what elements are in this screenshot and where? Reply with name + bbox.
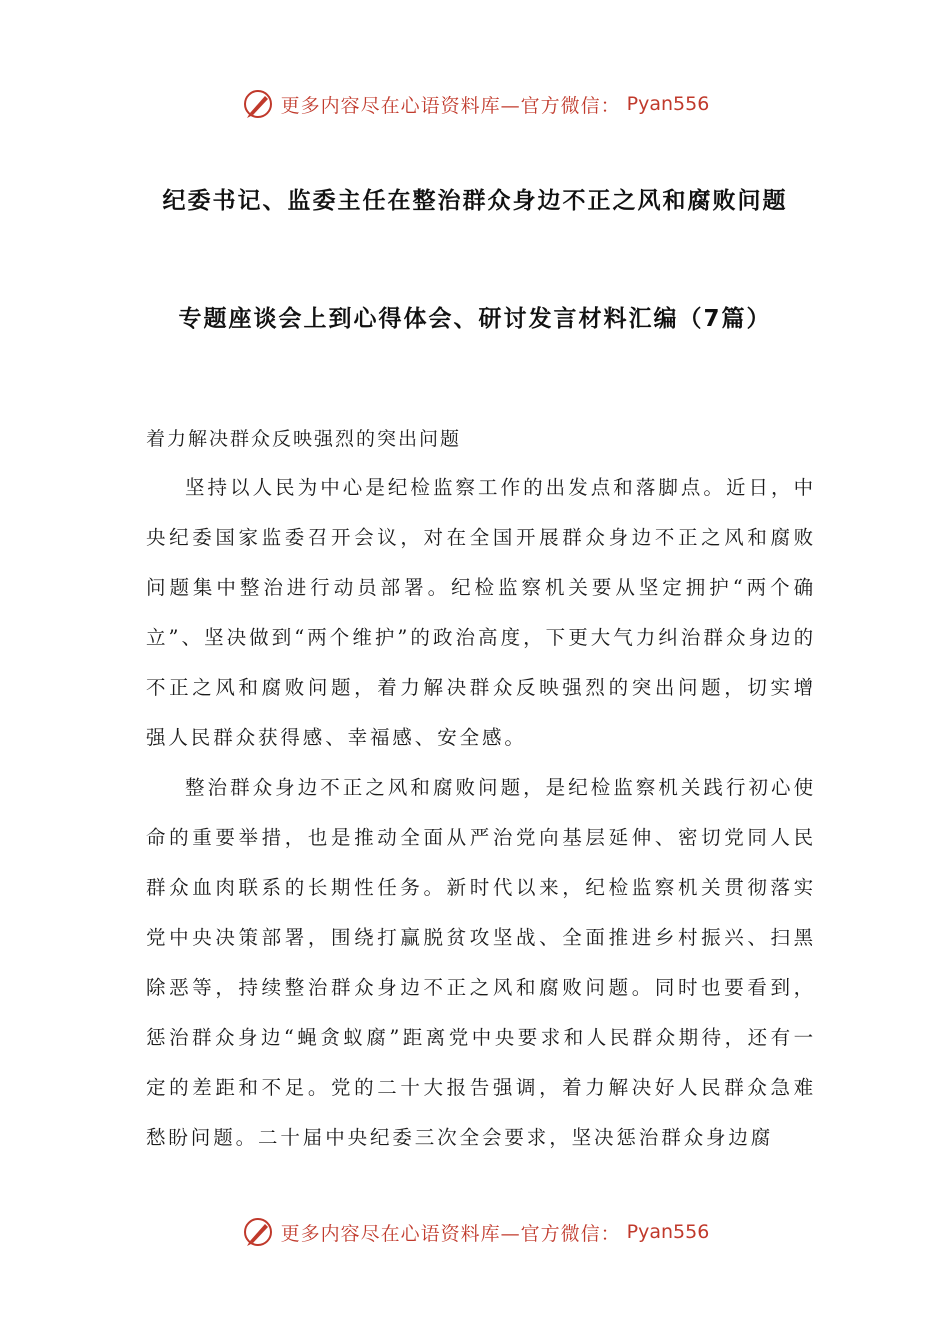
wechat-id: Pyan556: [626, 93, 710, 115]
pen-nib-logo-icon: [241, 1215, 275, 1249]
header-banner: [0, 84, 950, 124]
document-title-line-1: 纪委书记、监委主任在整治群众身边不正之风和腐败问题: [162, 188, 788, 214]
section-heading: 着力解决群众反映强烈的突出问题: [146, 428, 462, 450]
pen-nib-logo-icon: [241, 87, 275, 121]
footer-banner: [0, 1212, 950, 1252]
body-paragraph: 整治群众身边不正之风和腐败问题，是纪检监察机关践行初心使命的重要举措，也是推动全面从严治党向基层延伸、密切党同人民群众血肉联系的长期性任务。新时代以来，纪检监察机关贯彻落实党中央决策部署，围绕打赢脱贫攻坚战、全面推进乡村振兴、扫黑除恶等，持续整治群众身边不正之风和腐败问题。同时也要看到，惩治群众身边“蝇贪蚁腐”距离党中央要求和人民群众期待，还有一定的差距和不足。党的二十大报告强调，着力解决好人民群众急难愁盼问题。二十届中央纪委三次全会要求，坚决惩治群众身边腐: [146, 776, 816, 1149]
document-title-line-2: 专题座谈会上到心得体会、研讨发言材料汇编（7篇）: [178, 306, 772, 332]
banner-text: 更多内容尽在心语资料库—官方微信：: [280, 94, 621, 117]
banner-text: 更多内容尽在心语资料库—官方微信：: [280, 1222, 621, 1245]
wechat-id: Pyan556: [626, 1221, 710, 1243]
body-paragraph: 坚持以人民为中心是纪检监察工作的出发点和落脚点。近日，中央纪委国家监委召开会议，对在全国开展群众身边不正之风和腐败问题集中整治进行动员部署。纪检监察机关要从坚定拥护“两个确立”、坚决做到“两个维护”的政治高度，下更大气力纠治群众身边的不正之风和腐败问题，着力解决群众反映强烈的突出问题，切实增强人民群众获得感、幸福感、安全感。: [146, 476, 816, 749]
